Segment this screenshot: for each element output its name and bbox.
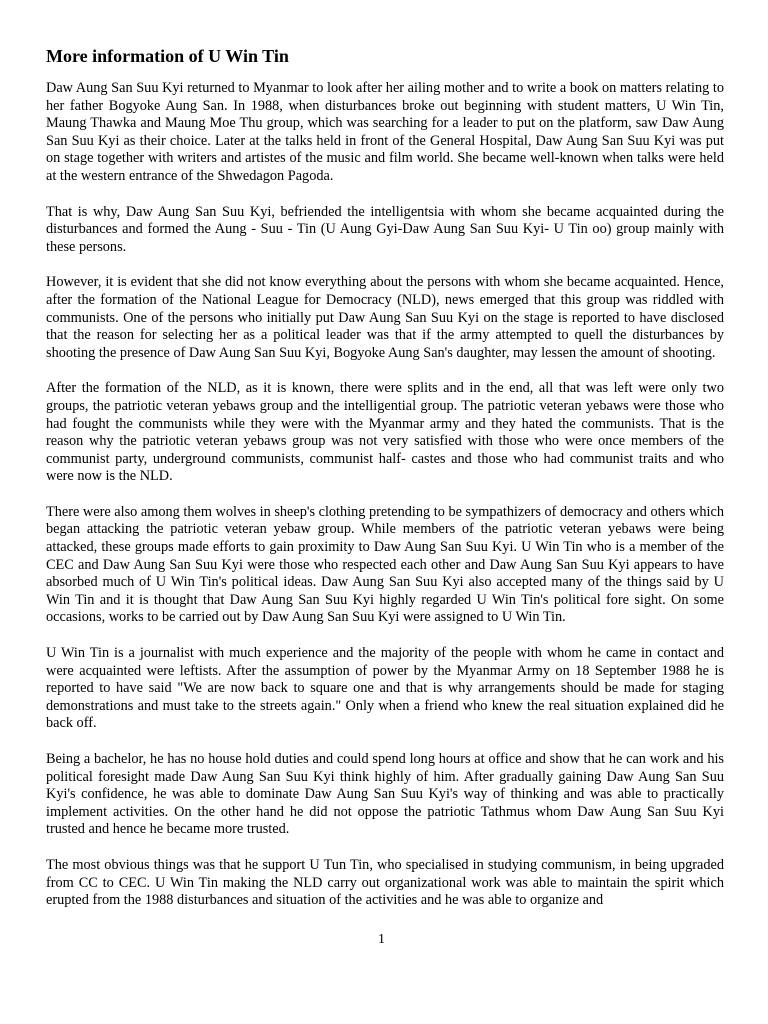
paragraph-8: The most obvious things was that he support U Tun Tin, who specialised in studying communism, in being upgraded from CC to CEC. U Win Tin making the NLD carry out organizational work was able to maintain the spirit which erupted from the 1988 disturbances and situation of the activities and he was able to organize and: [46, 856, 724, 909]
document-body: [46, 80, 724, 928]
paragraph-7: Being a bachelor, he has no house hold duties and could spend long hours at office and show that he can work and his political foresight made Daw Aung San Suu Kyi think highly of him. After gradually gaining Daw Aung San Suu Kyi's confidence, he was able to dominate Daw Aung San Suu Kyi's way of thinking and was able to practically implement activities. On the other hand he did not oppose the patriotic Tathmus whom Daw Aung San Suu Kyi trusted and hence he became more trusted.: [46, 751, 724, 838]
paragraph-3: However, it is evident that she did not know everything about the persons with whom she became acquainted. Hence, after the formation of the National League for Democracy (NLD), news emerged that this group was riddled with communists. One of the persons who initially put Daw Aung San Suu Kyi on the stage is reported to have disclosed that the reason for selecting her as a political leader was that if the army attempted to quell the disturbances by shooting the presence of Daw Aung San Suu Kyi, Bogyoke Aung San's daughter, may lessen the amount of shooting.: [46, 274, 724, 361]
paragraph-1: Daw Aung San Suu Kyi returned to Myanmar to look after her ailing mother and to write a book on matters relating to her father Bogyoke Aung San. In 1988, when disturbances broke out beginning with student matters, U Win Tin, Maung Thawka and Maung Moe Thu group, which was searching for a leader to put on the platform, saw Daw Aung San Suu Kyi as their choice. Later at the talks held in front of the General Hospital, Daw Aung San Suu Kyi was put on stage together with writers and artistes of the music and film world. She became well-known when talks were held at the western entrance of the Shwedagon Pagoda.: [46, 80, 724, 184]
document-page: [46, 0, 724, 1024]
page-title: More information of U Win Tin: [46, 46, 289, 66]
paragraph-2: That is why, Daw Aung San Suu Kyi, befriended the intelligentsia with whom she became acquainted during the disturbances and formed the Aung - Suu - Tin (U Aung Gyi-Daw Aung San Suu Kyi- U Tin oo) group mainly with these persons.: [46, 203, 724, 255]
paragraph-4: After the formation of the NLD, as it is known, there were splits and in the end, all that was left were only two groups, the patriotic veteran yebaws group and the intelligential group. The patriotic veteran yebaws were those who had fought the communists while they were with the Myanmar army and they hated the communists. That is the reason why the patriotic veteran yebaws group was not very satisfied with those who were once members of the communist party, underground communists, communist half- castes and those who had communist traits and who were now is the NLD.: [46, 380, 724, 485]
paragraph-6: U Win Tin is a journalist with much experience and the majority of the people with whom he came in contact and were acquainted were leftists. After the assumption of power by the Myanmar Army on 18 September 1988 he is reported to have said "We are now back to square one and that is why arrangements should be made for staging demonstrations and must take to the streets again." Only when a friend who knew the real situation explained did he back off.: [46, 645, 724, 732]
page-number: 1: [378, 932, 385, 947]
paragraph-5: There were also among them wolves in sheep's clothing pretending to be sympathizers of democracy and others which began attacking the patriotic veteran yebaw group. While members of the patriotic veteran yebaws were being attacked, these groups made efforts to gain proximity to Daw Aung San Suu Kyi. U Win Tin who is a member of the CEC and Daw Aung San Suu Kyi were those who respected each other and Daw Aung San Suu Kyi appears to have absorbed much of U Win Tin's political ideas. Daw Aung San Suu Kyi also accepted many of the things said by U Win Tin and it is thought that Daw Aung San Suu Kyi highly regarded U Win Tin's political fore sight. On some occasions, works to be carried out by Daw Aung San Suu Kyi were assigned to U Win Tin.: [46, 503, 724, 626]
